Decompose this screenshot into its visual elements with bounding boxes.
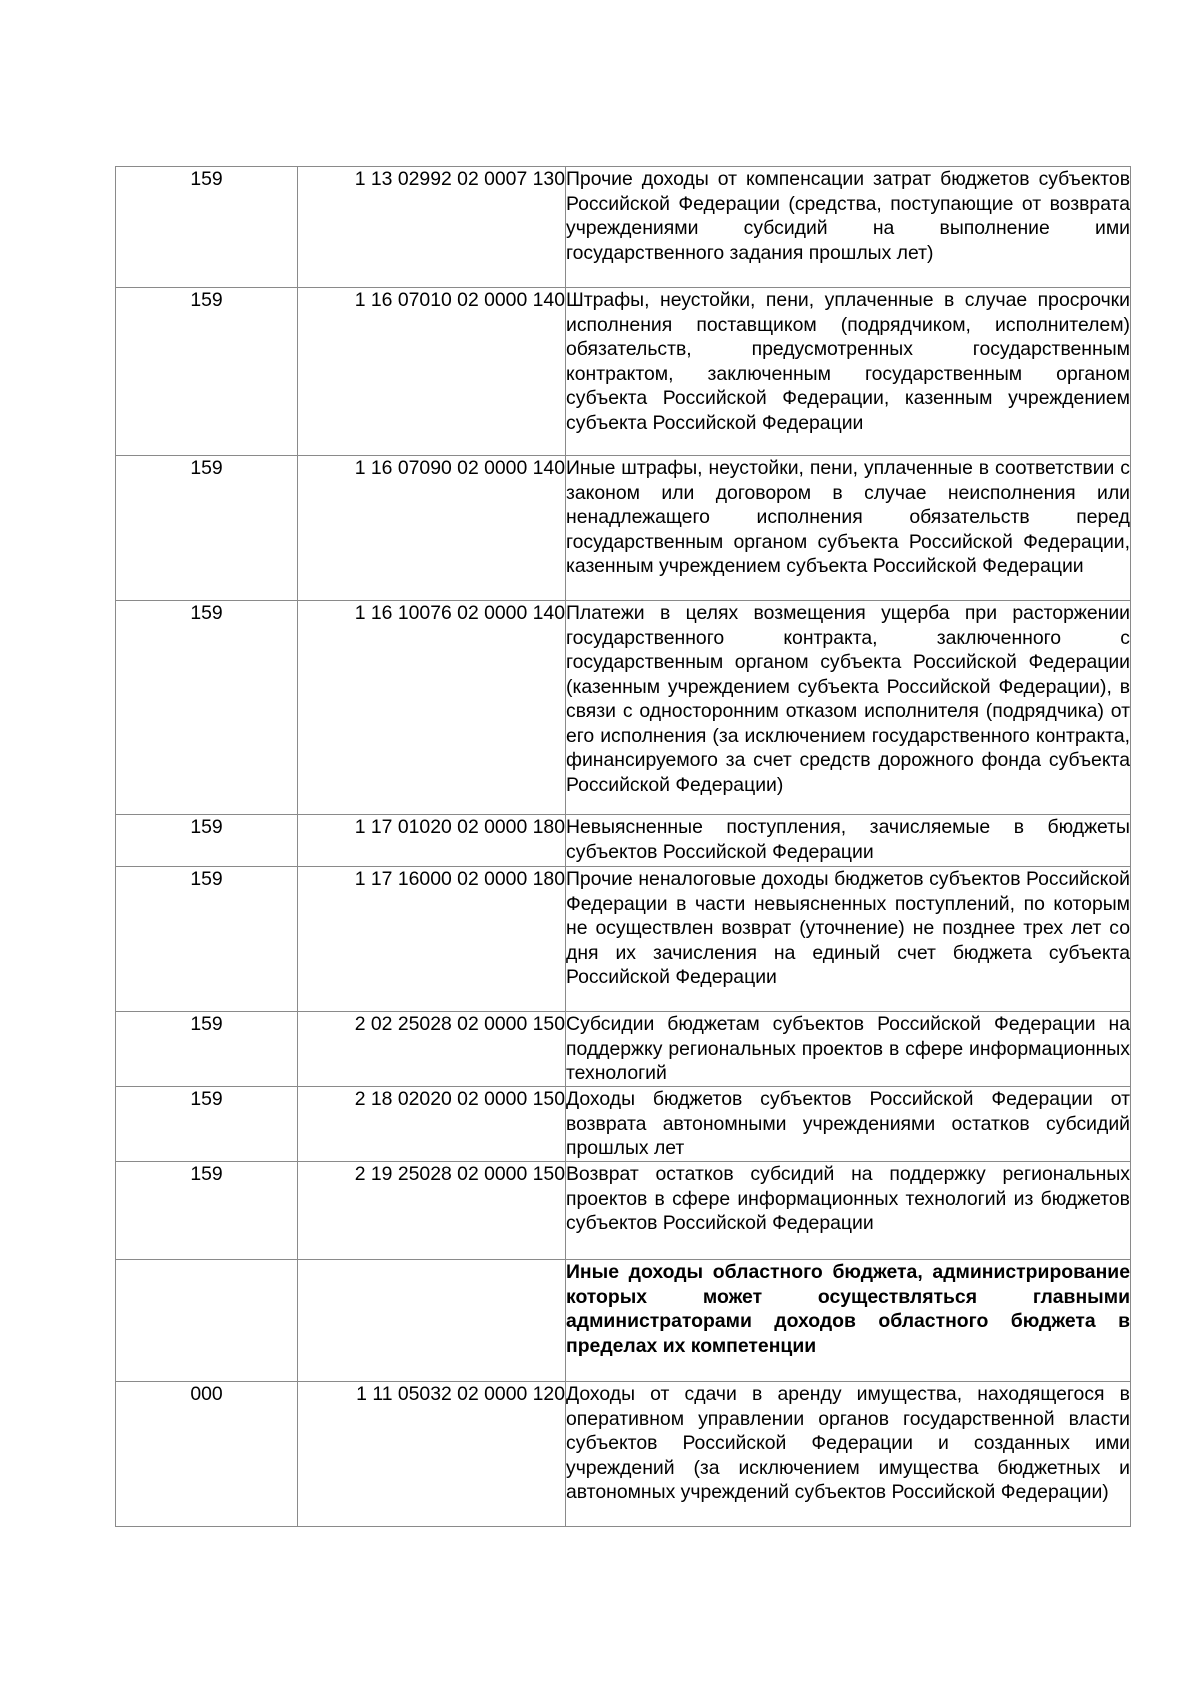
table-row [116, 1382, 1131, 1527]
admin-code-cell: 159 [116, 815, 298, 867]
budget-classification-code-cell: 1 11 05032 02 0000 120 [298, 1382, 566, 1527]
table-row [116, 1012, 1131, 1087]
admin-code-cell: 159 [116, 288, 298, 456]
admin-code-cell: 159 [116, 1087, 298, 1162]
table-row [116, 456, 1131, 601]
admin-code-cell: 159 [116, 456, 298, 601]
budget-classification-code-cell [298, 1260, 566, 1382]
document-page [115, 166, 1130, 1527]
revenue-name-cell: Доходы бюджетов субъектов Российской Федерации от возврата автономными учреждениями остатков субсидий прошлых лет [566, 1087, 1131, 1162]
revenue-name-cell: Доходы от сдачи в аренду имущества, находящегося в оперативном управлении органов государственной власти субъектов Российской Федерации и созданных ими учреждений (за исключением имущества бюджетных и автономных учреждений субъектов Российской Федерации) [566, 1382, 1131, 1527]
revenue-name-cell: Прочие неналоговые доходы бюджетов субъектов Российской Федерации в части невыясненных поступлений, по которым не осуществлен возврат (уточнение) не позднее трех лет со дня их зачисления на единый счет бюджета субъекта Российской Федерации [566, 867, 1131, 1012]
table-row [116, 867, 1131, 1012]
admin-code-cell: 159 [116, 867, 298, 1012]
budget-classification-code-cell: 1 13 02992 02 0007 130 [298, 167, 566, 288]
admin-code-cell: 159 [116, 1162, 298, 1260]
budget-classification-code-cell: 1 17 16000 02 0000 180 [298, 867, 566, 1012]
admin-code-cell: 159 [116, 1012, 298, 1087]
budget-classification-code-cell: 2 19 25028 02 0000 150 [298, 1162, 566, 1260]
revenue-codes-table [115, 166, 1131, 1527]
revenue-name-cell: Прочие доходы от компенсации затрат бюджетов субъектов Российской Федерации (средства, поступающие от возврата учреждениями субсидий на выполнение ими государственного задания прошлых лет) [566, 167, 1131, 288]
revenue-name-cell: Штрафы, неустойки, пени, уплаченные в случае просрочки исполнения поставщиком (подрядчиком, исполнителем) обязательств, предусмотренных государственным контрактом, заключенным государственным органом субъекта Российской Федерации, казенным учреждением субъекта Российской Федерации [566, 288, 1131, 456]
budget-classification-code-cell: 2 02 25028 02 0000 150 [298, 1012, 566, 1087]
budget-classification-code-cell: 1 16 07010 02 0000 140 [298, 288, 566, 456]
budget-classification-code-cell: 2 18 02020 02 0000 150 [298, 1087, 566, 1162]
table-row [116, 167, 1131, 288]
table-row [116, 601, 1131, 815]
revenue-name-cell: Невыясненные поступления, зачисляемые в бюджеты субъектов Российской Федерации [566, 815, 1131, 867]
table-row [116, 1260, 1131, 1382]
table-row [116, 1087, 1131, 1162]
budget-classification-code-cell: 1 16 07090 02 0000 140 [298, 456, 566, 601]
table-row [116, 288, 1131, 456]
revenue-name-cell: Возврат остатков субсидий на поддержку региональных проектов в сфере информационных технологий из бюджетов субъектов Российской Федерации [566, 1162, 1131, 1260]
table-row [116, 815, 1131, 867]
budget-classification-code-cell: 1 16 10076 02 0000 140 [298, 601, 566, 815]
table-row [116, 1162, 1131, 1260]
revenue-name-cell: Субсидии бюджетам субъектов Российской Федерации на поддержку региональных проектов в сфере информационных технологий [566, 1012, 1131, 1087]
admin-code-cell: 159 [116, 167, 298, 288]
admin-code-cell: 000 [116, 1382, 298, 1527]
revenue-name-cell: Иные штрафы, неустойки, пени, уплаченные в соответствии с законом или договором в случае неисполнения или ненадлежащего исполнения обязательств перед государственным органом субъекта Российской Федерации, казенным учреждением субъекта Российской Федерации [566, 456, 1131, 601]
revenue-name-cell: Платежи в целях возмещения ущерба при расторжении государственного контракта, заключенного с государственным органом субъекта Российской Федерации (казенным учреждением субъекта Российской Федерации), в связи с односторонним отказом исполнителя (подрядчика) от его исполнения (за исключением государственного контракта, финансируемого за счет средств дорожного фонда субъекта Российской Федерации) [566, 601, 1131, 815]
budget-classification-code-cell: 1 17 01020 02 0000 180 [298, 815, 566, 867]
admin-code-cell: 159 [116, 601, 298, 815]
section-heading-cell: Иные доходы областного бюджета, администрирование которых может осуществляться главными администраторами доходов областного бюджета в пределах их компетенции [566, 1260, 1131, 1382]
admin-code-cell [116, 1260, 298, 1382]
